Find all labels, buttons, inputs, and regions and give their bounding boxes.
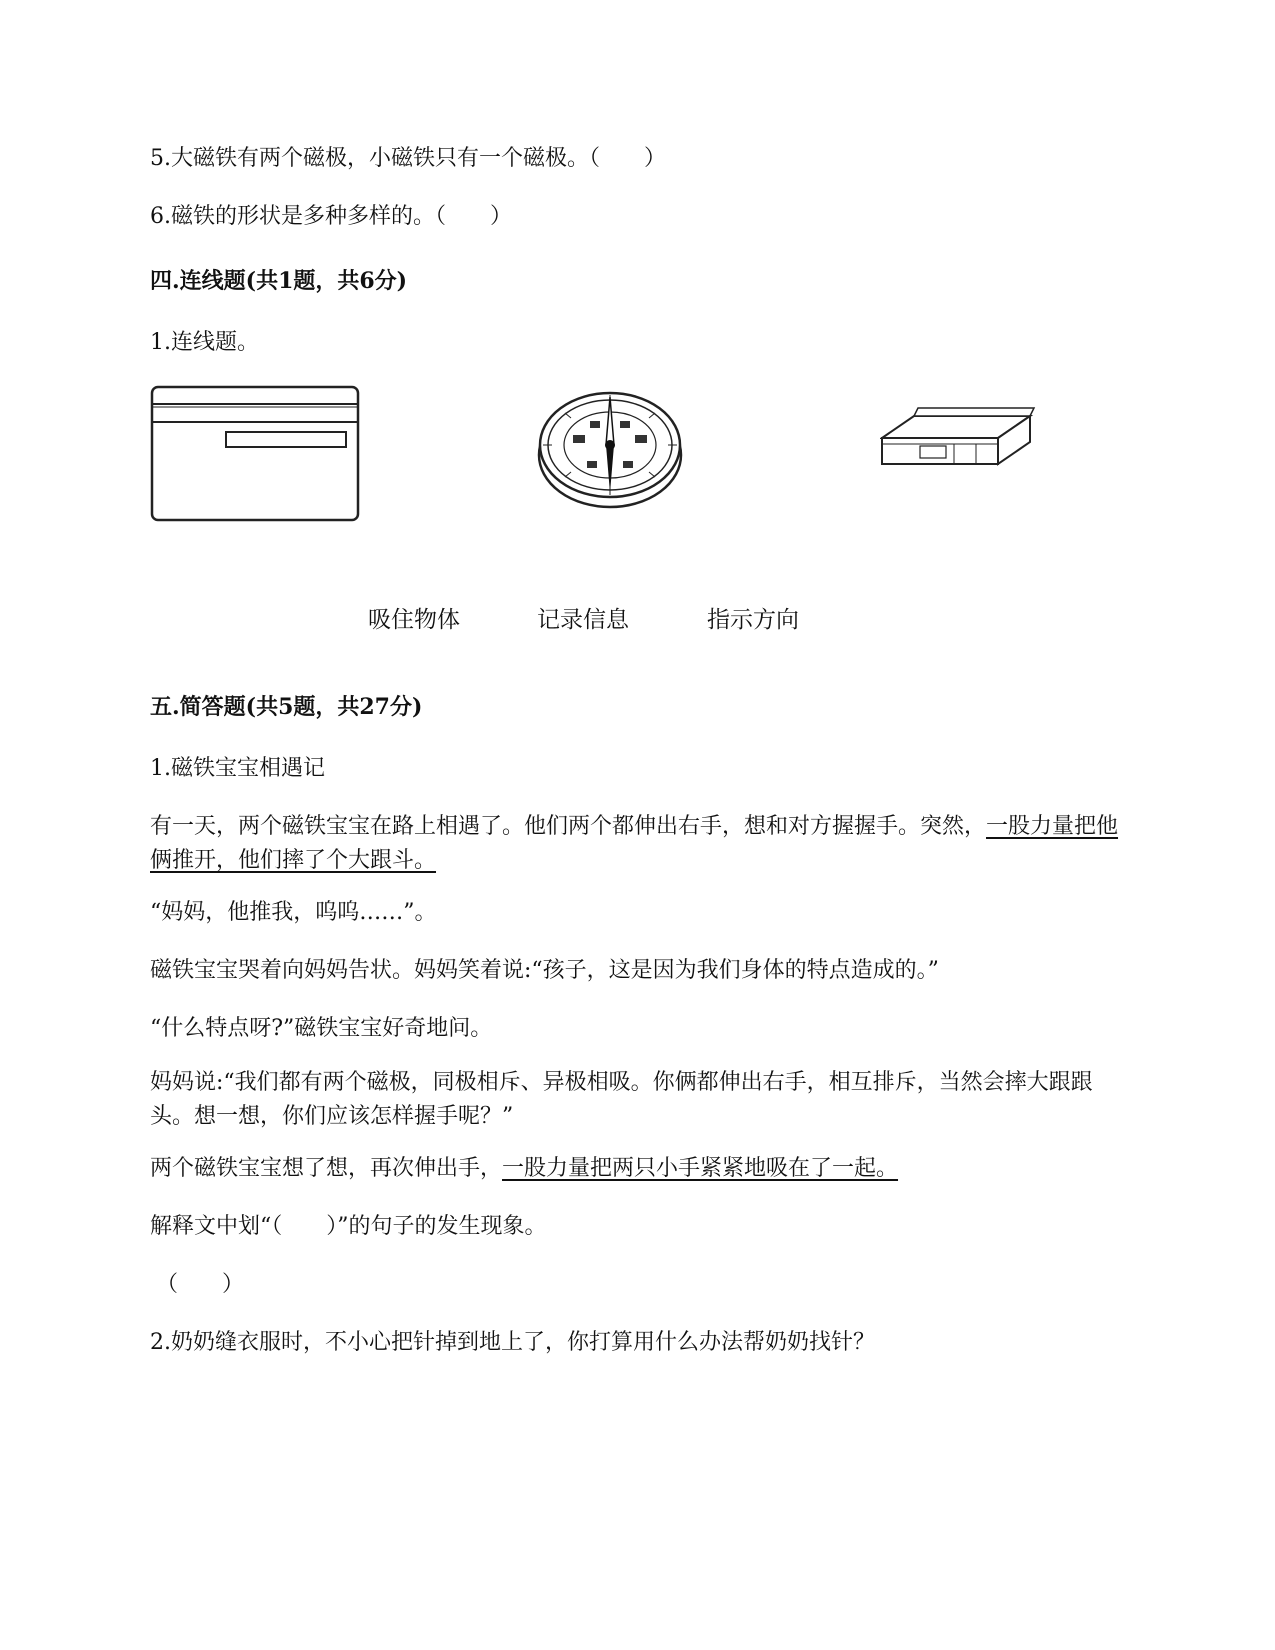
label-indicate-direction: 指示方向	[707, 607, 799, 633]
pencil-box-picture	[880, 404, 1040, 484]
story-paragraph-1	[150, 810, 1130, 878]
compass-picture	[535, 383, 685, 513]
section-5-question-1-title: 1.磁铁宝宝相遇记	[150, 756, 325, 781]
story-paragraph-6	[150, 1152, 898, 1186]
answer-blank: （ ）	[156, 1272, 245, 1297]
label-record-information: 记录信息	[537, 607, 629, 633]
question-5: 5.大磁铁有两个磁极，小磁铁只有一个磁极。（ ）	[150, 146, 666, 171]
underlined-sentence-1: 一股力量把他俩推开，他们摔了个大跟斗。	[150, 814, 1119, 873]
story-paragraph-2: “妈妈，他推我，呜呜……”。	[150, 900, 437, 925]
story-text: 有一天，两个磁铁宝宝在路上相遇了。他们两个都伸出右手，想和对方握握手。突然，	[150, 814, 987, 839]
question-6: 6.磁铁的形状是多种多样的。（ ）	[150, 204, 512, 229]
story-text: 两个磁铁宝宝想了想，再次伸出手，	[150, 1156, 503, 1181]
section-4-question-1: 1.连线题。	[150, 330, 259, 355]
section-5-heading: 五.简答题(共5题，共27分)	[150, 694, 423, 720]
section-5-question-2: 2.奶奶缝衣服时，不小心把针掉到地上了，你打算用什么办法帮奶奶找针？	[150, 1330, 875, 1355]
label-attract-objects: 吸住物体	[368, 607, 460, 633]
story-paragraph-5: 妈妈说:“我们都有两个磁极，同极相斥、异极相吸。你俩都伸出右手，相互排斥，当然会摔大跟跟头。想一想，你们应该怎样握手呢？”	[150, 1070, 1093, 1129]
magnetic-card-picture	[150, 384, 362, 524]
story-paragraph-3: 磁铁宝宝哭着向妈妈告状。妈妈笑着说:“孩子，这是因为我们身体的特点造成的。”	[150, 958, 939, 983]
section-4-heading: 四.连线题(共1题，共6分)	[150, 268, 408, 294]
underlined-sentence-2: 一股力量把两只小手紧紧地吸在了一起。	[502, 1156, 899, 1181]
story-paragraph-4: “什么特点呀?”磁铁宝宝好奇地问。	[150, 1016, 493, 1041]
question-prompt: 解释文中划“（ ）”的句子的发生现象。	[150, 1214, 547, 1239]
